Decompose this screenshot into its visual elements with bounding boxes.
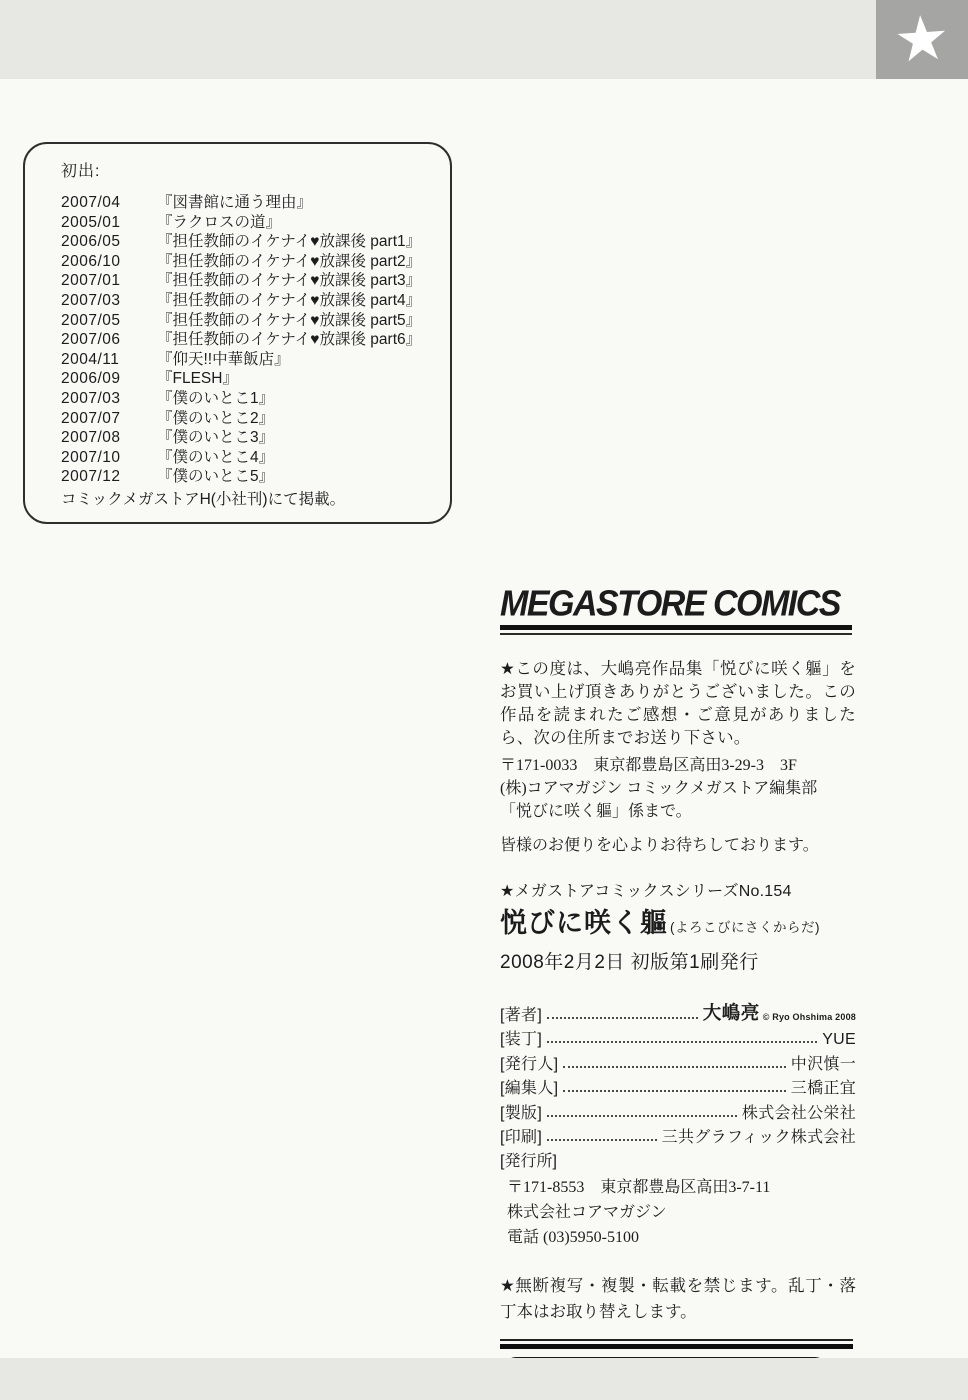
logo-rule-thick [500, 625, 852, 630]
publication-entry [61, 409, 440, 429]
feedback-address-line2: (株)コアマガジン コミックメガストア編集部 [500, 780, 818, 797]
publication-title: 『仰天!!中華飯店』 [157, 350, 290, 368]
publication-date: 2007/10 [61, 448, 121, 466]
publication-title: 『僕のいとこ1』 [157, 389, 275, 407]
publication-entry [61, 271, 440, 291]
publication-title: 『図書館に通う理由』 [157, 194, 313, 211]
copyright-note: © Ryo Ohshima 2008 [762, 1011, 856, 1022]
publication-date: 2006/10 [61, 252, 121, 270]
publication-entry [61, 291, 440, 311]
credit-value: 中沢慎一 [790, 1055, 856, 1073]
credit-row-print [500, 1123, 856, 1148]
book-title-reading: (よろこびにさくからだ) [670, 920, 820, 935]
publication-date: 2007/04 [61, 194, 121, 211]
dotted-leader [547, 1041, 817, 1043]
feedback-address [500, 754, 856, 823]
separator-rule [500, 1339, 853, 1349]
publication-title: 『僕のいとこ3』 [157, 429, 275, 447]
publisher-address [500, 1175, 856, 1250]
book-title [500, 907, 856, 939]
publication-title: 『担任教師のイケナイ♥放課後 part3』 [157, 272, 422, 290]
dotted-leader [547, 1115, 737, 1117]
publisher-phone: 電話 (03)5950-5100 [507, 1229, 639, 1246]
publication-title: 『僕のいとこ2』 [157, 409, 275, 427]
credit-label: [著者] [500, 1006, 543, 1024]
publication-entry [61, 193, 440, 213]
publication-entry [61, 448, 440, 468]
series-line: ★メガストアコミックスシリーズNo.154 [500, 883, 792, 900]
dotted-leader [563, 1066, 785, 1068]
publication-title: 『担任教師のイケナイ♥放課後 part2』 [157, 252, 422, 270]
publication-date: 2007/03 [61, 389, 121, 407]
dotted-leader [547, 1017, 698, 1019]
publication-entry [61, 350, 440, 370]
separator-rule-thin [500, 1339, 853, 1341]
credit-row-design [500, 1025, 856, 1050]
publication-entry [61, 389, 440, 409]
publisher-address-line1: 〒171-8553 東京都豊島区高田3-7-11 [507, 1179, 771, 1196]
publication-entry [61, 252, 440, 272]
credit-label: [印刷] [500, 1129, 543, 1146]
megastore-comics-logo: MEGASTORE COMICS [500, 583, 840, 625]
publisher-block [500, 1150, 856, 1250]
credits-list [500, 1000, 856, 1147]
thanks-paragraph: ★この度は、大嶋亮作品集「悦びに咲く軀」をお買い上げ頂きありがとうございました。この作品を読まれたご感想・ご意見がありましたら、次の住所までお送り下さい。 [500, 660, 856, 747]
publication-date: 2004/11 [61, 350, 120, 368]
publisher-address-line2: 株式会社コアマガジン [507, 1204, 667, 1221]
credit-row-plate [500, 1098, 856, 1123]
waiting-note: 皆様のお便りを心よりお待ちしております。 [500, 837, 819, 854]
publication-date: 2007/12 [61, 468, 121, 486]
star-icon: ★ [891, 2, 953, 76]
publication-entry [61, 428, 440, 448]
print-date: 2008年2月2日 初版第1刷発行 [500, 952, 759, 973]
publication-date: 2007/01 [61, 272, 121, 290]
publication-entry [61, 369, 440, 389]
dotted-leader [547, 1139, 657, 1141]
book-title-main: 悦びに咲く軀 [500, 908, 668, 938]
publication-entry [61, 330, 440, 350]
publication-entry [61, 311, 440, 331]
feedback-address-line1: 〒171-0033 東京都豊島区高田3-29-3 3F [500, 757, 797, 774]
separator-rule-thick [500, 1344, 853, 1349]
publisher-label: [発行所] [500, 1153, 557, 1170]
credit-value: 大嶋亮 [702, 1001, 760, 1023]
publication-title: 『僕のいとこ5』 [157, 468, 275, 486]
credit-value: 株式会社公栄社 [741, 1104, 856, 1122]
publication-date: 2007/05 [61, 311, 121, 329]
bottom-banner [0, 1358, 968, 1400]
feedback-address-line3: 「悦びに咲く軀」係まで。 [500, 803, 692, 820]
publication-date: 2007/06 [61, 331, 121, 349]
star-badge [876, 0, 968, 79]
credit-label: [発行人] [500, 1055, 559, 1073]
credit-label: [編集人] [500, 1080, 559, 1097]
credit-row-issuer [500, 1049, 856, 1074]
credit-row-author [500, 1000, 856, 1025]
publication-title: 『FLESH』 [157, 370, 238, 388]
publication-title: 『ラクロスの道』 [157, 213, 282, 231]
first-publication-box [23, 142, 452, 524]
publication-date: 2006/09 [61, 370, 121, 388]
publication-entry [61, 213, 440, 233]
publication-title: 『担任教師のイケナイ♥放課後 part5』 [157, 311, 422, 329]
brand-block [500, 583, 856, 635]
publication-footnote: コミックメガストアH(小社刊)にて掲載。 [61, 490, 346, 508]
publication-date: 2005/01 [61, 213, 121, 231]
logo-rule-thin [500, 633, 852, 635]
publication-date: 2006/05 [61, 233, 121, 251]
credit-label: [装丁] [500, 1031, 543, 1048]
dotted-leader [563, 1090, 785, 1092]
colophon-column [500, 583, 856, 1400]
publication-title: 『担任教師のイケナイ♥放課後 part6』 [157, 331, 422, 349]
first-publication-heading: 初出: [61, 163, 101, 180]
publication-title: 『担任教師のイケナイ♥放課後 part1』 [157, 233, 422, 251]
publication-entry [61, 467, 440, 487]
publication-title: 『担任教師のイケナイ♥放課後 part4』 [157, 291, 422, 309]
publication-date: 2007/08 [61, 429, 121, 447]
copyright-notice: ★無断複写・複製・転載を禁じます。乱丁・落丁本はお取り替えします。 [500, 1277, 856, 1321]
credit-label: [製版] [500, 1104, 543, 1122]
publication-title: 『僕のいとこ4』 [157, 448, 275, 466]
credit-row-editor [500, 1074, 856, 1099]
top-banner [0, 0, 968, 79]
publication-date: 2007/03 [61, 291, 121, 309]
publication-entry [61, 232, 440, 252]
credit-value: YUE [822, 1031, 856, 1048]
credit-value: 三橋正宜 [790, 1080, 856, 1097]
publication-date: 2007/07 [61, 409, 121, 427]
credit-value: 三共グラフィック株式会社 [661, 1129, 856, 1146]
